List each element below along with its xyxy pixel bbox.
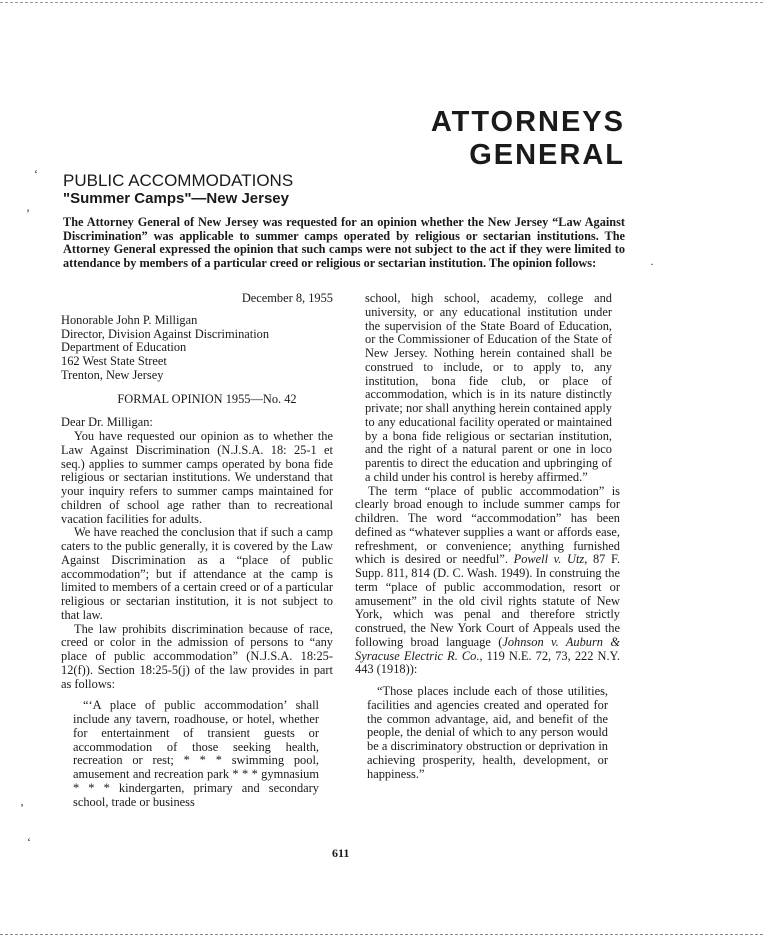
salutation: Dear Dr. Milligan: [61, 415, 153, 430]
scan-edge-bottom [0, 934, 763, 935]
case-citation: Johnson v. Auburn & Syracuse Electric R. Co., [355, 634, 620, 663]
page-number: 611 [332, 846, 350, 860]
right-column [355, 292, 620, 781]
scan-speck: ‘ [34, 167, 38, 181]
paragraph-text: 119 N.E. 72, 73, 222 N.Y. 443 (1918)): [355, 648, 620, 677]
address-line: Honorable John P. Milligan [61, 312, 198, 327]
body-paragraph: The law prohibits discrimination because of race, creed or color in the admission of persons to “any place of public accommodation” (N.J.S.A. 18:25-12(f)). Section 18:25-5(j) of the law provides in part as follows: [61, 621, 333, 691]
body-paragraph [355, 485, 620, 678]
section-heading [431, 106, 625, 172]
case-citation: Powell v. Utz, [513, 552, 588, 567]
scan-speck: ‘ [27, 835, 31, 849]
body-paragraph: We have reached the conclusion that if such a camp caters to the public generally, it is covered by the Law Against Discrimination as a “place of public accommodation”; but if attendance at the camp is limited to members of a certain creed or of a particular religious or sectarian institution, it is not subject to that law. [61, 525, 333, 622]
recipient-address [61, 314, 333, 383]
headnote: The Attorney General of New Jersey was requested for an opinion whether the New Jersey “Law Against Discrimination” was applicable to summer camps operated by religious or sectarian institutions. The Attorney General expressed the opinion that such camps were not subject to the act if they were limited to attendance by members of a particular creed or religious or sectarian institution. The opinion follows: [63, 215, 625, 270]
scan-speck: ’ [26, 206, 30, 220]
scan-speck: ‚ [20, 794, 24, 808]
section-heading-line-1: ATTORNEYS [430, 106, 625, 138]
topic-title: PUBLIC ACCOMMODATIONS [63, 171, 294, 190]
topic-subtitle: "Summer Camps"—New Jersey [63, 190, 289, 207]
body-paragraph: You have requested our opinion as to whether the Law Against Discrimination (N.J.S.A. 18: 25-1 et seq.) applies to summer camps operated by bona fide religious or sectarian institutions. We understand that your inquiry refers to summer camps maintained for children of school age rather than to recreational vacation facilities for adults. [61, 429, 333, 526]
address-line: Director, Division Against Discrimination [61, 326, 270, 341]
address-line: Department of Education [61, 340, 187, 355]
opinion-number: FORMAL OPINION 1955—No. 42 [117, 391, 297, 406]
letter-date: December 8, 1955 [241, 291, 333, 305]
paragraph-text: The term “place of public accommodation” is clearly broad enough to include summer camps for children. The word “accommodation” has been defined as “whatever supplies a want or affords ease, refreshment, or convenience; anything furnished which is desired or needful”. [355, 483, 620, 567]
scan-edge-top [0, 2, 763, 3]
address-line: 162 West State Street [61, 354, 167, 368]
paragraph-text: 87 F. Supp. 811, 814 (D. C. Wash. 1949). In construing the term “place of public accommodation, resort or amusement” in the old civil rights statute of New York, which was penal and therefore strictly construed, the New York Court of Appeals used the following broad language ( [355, 552, 620, 649]
statute-quote: “‘A place of public accommodation’ shall include any tavern, roadhouse, or hotel, whether for entertainment of transient guests or accommodation of those seeking health, recreation or rest; * * * swimming pool, amusement and recreation park * * * gymnasium * * * kindergarten, primary and secondary school, trade or business [73, 698, 319, 809]
address-line: Trenton, New Jersey [61, 367, 164, 382]
scan-speck: · [650, 257, 654, 271]
section-heading-line-2: GENERAL [469, 139, 625, 171]
court-quote [367, 685, 608, 781]
court-quote-text: “Those places include each of those utilities, facilities and agencies created and operated for the common advantage, aid, and benefit of the people, the denial of which to any person would be a discriminatory obstruction or deprivation in achieving prosperity, health, development, or happiness.” [367, 684, 608, 781]
statute-quote-continued: school, high school, academy, college and university, or any educational institution under the supervision of the State Board of Education, or the Commissioner of Education of the State of New Jersey. Nothing herein contained shall be construed to include, or to apply to, any institution, bona fide club, or place of accommodation, which is in its nature distinctly private; nor shall anything herein contained apply to any educational facility operated or maintained by a bona fide religious or sectarian institution, and the right of a natural parent or one in loco parentis to direct the education and upbringing of a child under his control is hereby affirmed.” [365, 291, 612, 484]
left-column [61, 292, 333, 809]
